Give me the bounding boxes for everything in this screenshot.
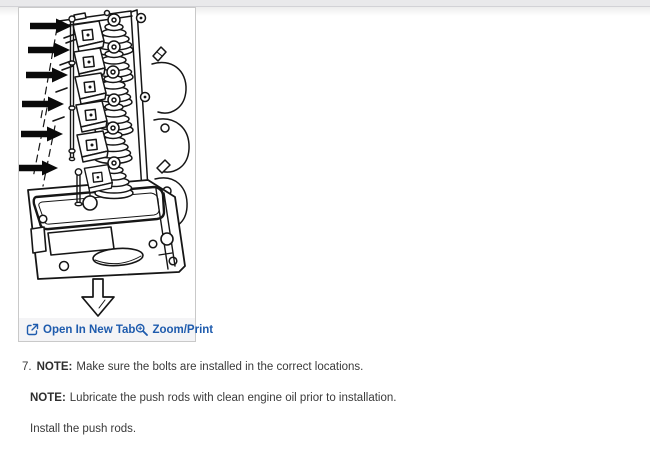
- figure-card: [18, 7, 214, 342]
- engine-head-diagram: [19, 8, 195, 318]
- figure-toolbar: [19, 318, 214, 341]
- pushrod-location-arrows: [19, 19, 72, 176]
- top-divider-bar: [0, 0, 650, 7]
- open-in-new-tab-link[interactable]: [26, 323, 135, 336]
- note-line-1: [22, 360, 396, 375]
- note-prefix: NOTE:: [36, 361, 73, 373]
- push-rod-column: [69, 16, 75, 161]
- note-prefix: NOTE:: [30, 392, 66, 404]
- zoom-print-link[interactable]: [135, 323, 213, 336]
- rocker-shaft-rails: [131, 10, 150, 208]
- note-text: Make sure the bolts are installed in the correct locations.: [76, 361, 364, 373]
- down-arrow: [82, 279, 114, 316]
- open-in-new-tab-label: Open In New Tab: [43, 323, 136, 336]
- note-line-3: [22, 422, 396, 437]
- note-text: Lubricate the push rods with clean engine oil prior to installation.: [69, 392, 397, 404]
- open-in-new-tab-icon: [26, 323, 39, 336]
- instruction-notes: [22, 360, 396, 453]
- zoom-print-label: Zoom/Print: [152, 323, 214, 336]
- note-text: Install the push rods.: [30, 423, 137, 435]
- step-number: 7.: [22, 361, 32, 373]
- zoom-icon: [135, 323, 148, 336]
- note-line-2: [22, 391, 396, 406]
